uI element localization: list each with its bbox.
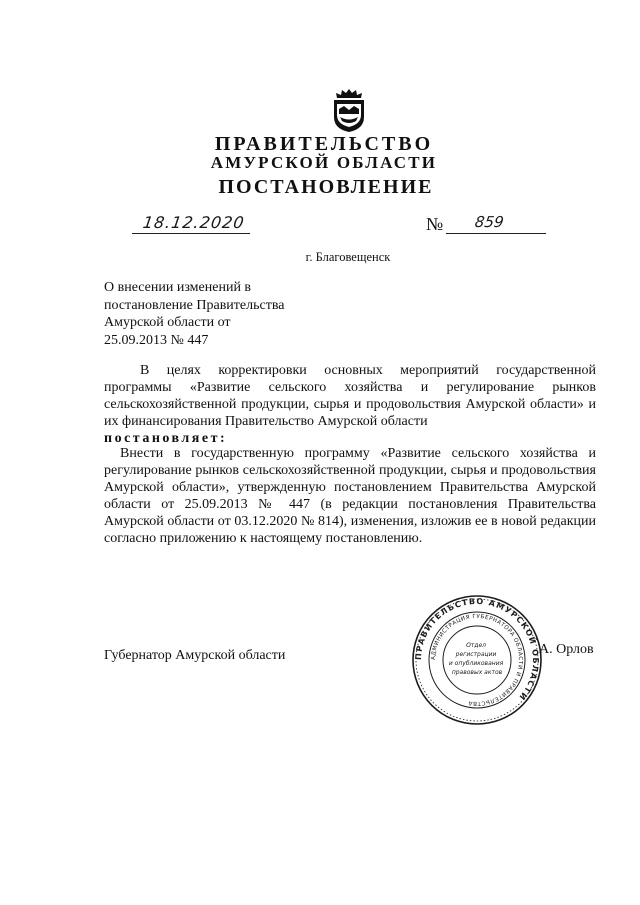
number-sign: № (426, 214, 444, 234)
subject-line: 25.09.2013 № 447 (104, 332, 209, 348)
seal-center-line: регистрации (455, 651, 497, 658)
government-title: ПРАВИТЕЛЬСТВО (214, 133, 434, 155)
city-name: г. Благовещенск (305, 250, 391, 264)
preamble-paragraph: В целях корректировки основных мероприятий государственной программы «Развитие сельского хозяйства и регулирование рынков сельскохозяйственной продукции, сырья и продовольствия Амурской области» и их финансирования Правительство Амурской области (104, 363, 596, 429)
subject-line: О внесении изменений в (104, 280, 252, 295)
signer-name: А. Орлов (539, 642, 594, 657)
document-subject (104, 279, 284, 349)
signer-title: Губернатор Амурской области (104, 648, 286, 663)
resolves-heading: постановляет: (104, 431, 228, 446)
document-type-title: ПОСТАНОВЛЕНИЕ (218, 176, 434, 198)
region-title: АМУРСКОЙ ОБЛАСТИ (210, 153, 438, 172)
document-date: 18.12.2020 (141, 213, 246, 232)
seal-inner-text: АДМИНИСТРАЦИЯ ГУБЕРНАТОРА ОБЛАСТИ И ПРАВИТЕЛЬСТВА (430, 613, 524, 707)
decision-paragraph: Внести в государственную программу «Развитие сельского хозяйства и регулирование рынков сельскохозяйственной продукции, сырья и продовольствия Амурской области», утвержденную постановлением Правительства Амурской области от 25.09.2013 № 447 (в редакции постановления Правительства Амурской области от 03.12.2020 № 814), изменения, изложив ее в новой редакции согласно приложению к настоящему постановлению. (104, 446, 596, 546)
document-number: 859 (473, 213, 505, 231)
date-underline (132, 233, 250, 234)
subject-line: Амурской области от (104, 315, 231, 330)
seal-outer-text: ПРАВИТЕЛЬСТВО АМУРСКОЙ ОБЛАСТИ (413, 596, 541, 703)
official-seal-stamp (410, 593, 544, 727)
coat-of-arms-emblem (326, 87, 372, 133)
seal-center-line: и опубликования (448, 660, 504, 667)
subject-line: постановление Правительства (104, 297, 285, 313)
seal-center-line: Отдел (466, 642, 486, 649)
seal-center-line: правовых актов (451, 669, 503, 676)
number-underline (446, 233, 546, 234)
svg-text:Отдел регистрации (449, 642, 505, 676)
